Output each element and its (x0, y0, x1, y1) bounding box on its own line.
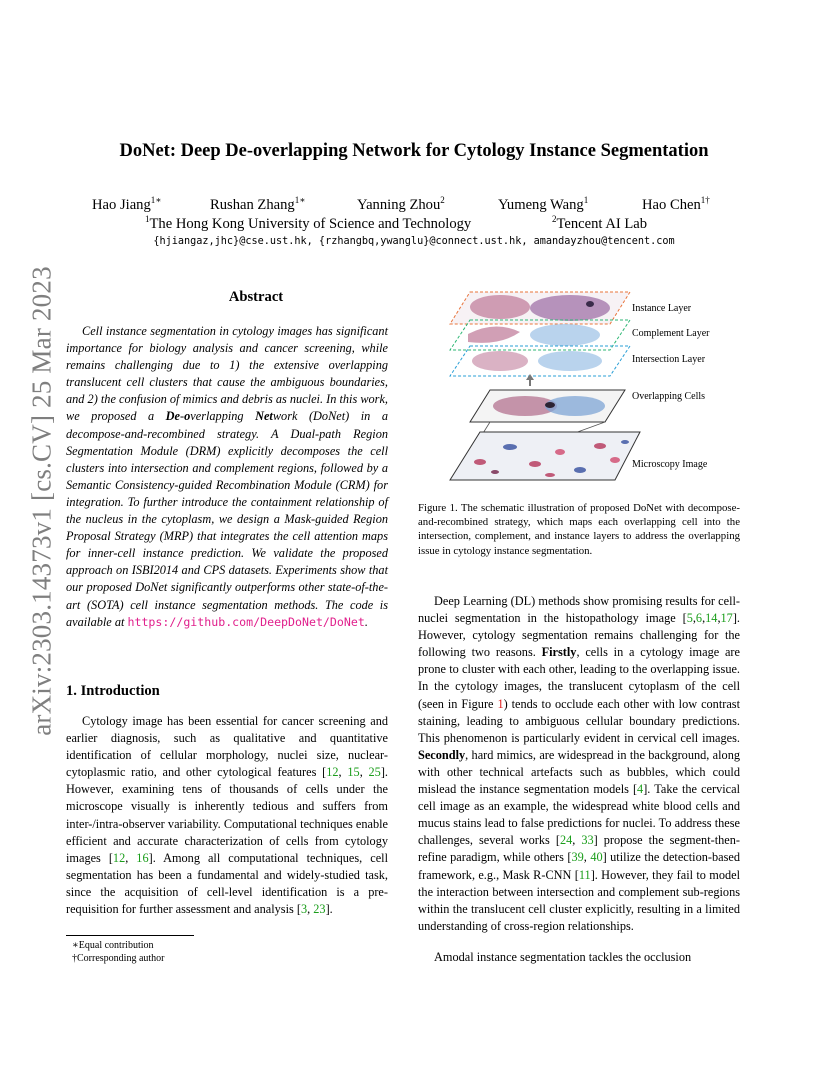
author: Hao Jiang$^{1∗}$ (92, 195, 162, 213)
citation[interactable]: 12 (326, 765, 339, 780)
figure-1-illustration (440, 282, 740, 482)
figure-1 (440, 282, 740, 482)
footnote-equal-contribution: ∗Equal contribution (72, 940, 154, 951)
right-column-paragraph: Deep Learning (DL) methods show promising results for cell-nuclei segmentation in the histopathology image [5,6,14,17]. However, cytology segmentation remains challenging for the following two reasons. Firstly, cells in a cytology image are prone to cluster with each other, leading to the overlapping issue. In the cytology images, the translucent cytoplasm of the cell (seen in Figure 1) tends to occlude each other with low contrast staining, leading to ambiguous cellular boundary predictions. This phenomenon is particularly evident in cervical cell images. Secondly, hard mimics, are widespread in the background, along with other technical artefacts such as bubbles, which could mislead the instance segmentation models [4]. Take the cervical cell image as an example, the widespread white blood cells and mucus stains lead to false predictions for nuclei. To address these challenges, several works [24, 33] propose the segment-then-refine paradigm, while others [39, 40] utilize the detection-based framework, e.g., Mask R-CNN [11]. However, they fail to model the interaction between intersection and complement sub-regions within the translucent cell cluster explicitly, resulting in a limited understanding of cross-region relationships. (418, 594, 740, 933)
paper-title: DoNet: Deep De-overlapping Network for Cytology Instance Segmentation (119, 141, 709, 161)
right-column-paragraph-2: Amodal instance segmentation tackles the occlusion (434, 950, 692, 964)
legend-instance-layer: Instance Layer (632, 303, 692, 314)
citation[interactable]: 39 (571, 850, 584, 865)
citation[interactable]: 11 (578, 867, 591, 882)
citation[interactable]: 5 (686, 611, 693, 626)
affiliation: $^1$The Hong Kong University of Science and Technology (145, 214, 472, 232)
footnote-corresponding-author: †Corresponding author (72, 953, 165, 964)
citation[interactable]: 40 (590, 850, 603, 865)
author: Yumeng Wang$^1$ (498, 195, 589, 213)
citation[interactable]: 17 (720, 611, 733, 626)
author: Yanning Zhou$^2$ (357, 195, 445, 213)
figure-reference[interactable]: 1 (497, 696, 504, 711)
legend-intersection-layer: Intersection Layer (632, 354, 706, 365)
footnote-divider (66, 935, 194, 936)
introduction-paragraph: Cytology image has been essential for cancer screening and earlier diagnosis, such as qualitative and quantitative identification of cellular morphology, nuclei size, nuclear-cytoplasmic ratio, and other cytological features [12, 15, 25]. However, examining tens of thousands of cells under the microscope visually is inherently tedious and suffers from inter-/intra-observer variability. Computational techniques enable efficient and accurate characterization of cells from cytology images [12, 16]. Among all computational techniques, cell segmentation has been a fundamental and widely-studied task, since the acquisition of cell-level identification is a pre-requisition for further assessment and analysis [3, 23]. (66, 714, 388, 917)
figure-1-caption: Figure 1. The schematic illustration of proposed DoNet with decompose-and-recombined strategy, which maps each overlapping cell into the intersection, complement, and instance layers to address the overlapping issue in cytology instance segmentation. (418, 502, 740, 557)
legend-overlapping-cells: Overlapping Cells (632, 391, 706, 402)
author-emails: {hjiangaz,jhc}@cse.ust.hk, {rzhangbq,ywanglu}@connect.ust.hk, amandayzhou@tencent.com (153, 236, 675, 247)
legend-complement-layer: Complement Layer (632, 328, 710, 339)
section-heading-introduction: 1. Introduction (66, 683, 160, 699)
citation[interactable]: 23 (313, 902, 326, 917)
code-link[interactable]: https://github.com/DeepDoNet/DoNet (127, 614, 365, 629)
abstract-heading: Abstract (228, 289, 284, 305)
abstract-body: Cell instance segmentation in cytology images has significant importance for biology analysis and cancer screening, while remains challenging due to 1) the extensive overlapping translucent cell clusters that cause the ambiguous boundaries, and 2) the confusion of mimics and debris as nuclei. In this work, we proposed a De-overlapping Network (DoNet) in a decompose-and-recombined strategy. A Dual-path Region Segmentation Module (DRM) explicitly decomposes the cell clusters into intersection and complement regions, followed by a Semantic Consistency-guided Recombination Module (CRM) for integration. To further introduce the containment relationship of the nucleus in the cytoplasm, we design a Mask-guided Region Proposal Strategy (MRP) that integrates the cell attention maps for inner-cell instance prediction. We validate the proposed approach on ISBI2014 and CPS datasets. Experiments show that our proposed DoNet significantly outperforms other state-of-the-art (SOTA) cell instance segmentation methods. The code is available at https://github.com/DeepDoNet/DoNet. (66, 324, 388, 629)
footnotes (72, 939, 165, 965)
citation[interactable]: 3 (300, 902, 308, 917)
citation[interactable]: 6 (695, 611, 703, 626)
citation[interactable]: 25 (368, 765, 381, 780)
legend-microscopy-image: Microscopy Image (632, 459, 708, 470)
citation[interactable]: 14 (705, 611, 718, 626)
citation[interactable]: 15 (347, 765, 360, 780)
citation[interactable]: 4 (637, 782, 644, 797)
author: Hao Chen$^{1\dagger}$ (642, 195, 710, 213)
author: Rushan Zhang$^{1∗}$ (210, 195, 306, 213)
citation[interactable]: 33 (581, 833, 594, 848)
citation[interactable]: 16 (136, 850, 149, 865)
affiliation: $^2$Tencent AI Lab (552, 214, 648, 232)
citation[interactable]: 24 (559, 833, 573, 848)
citation[interactable]: 12 (112, 850, 126, 865)
arxiv-stamp: arXiv:2303.14373v1 [cs.CV] 25 Mar 2023 (26, 266, 57, 736)
